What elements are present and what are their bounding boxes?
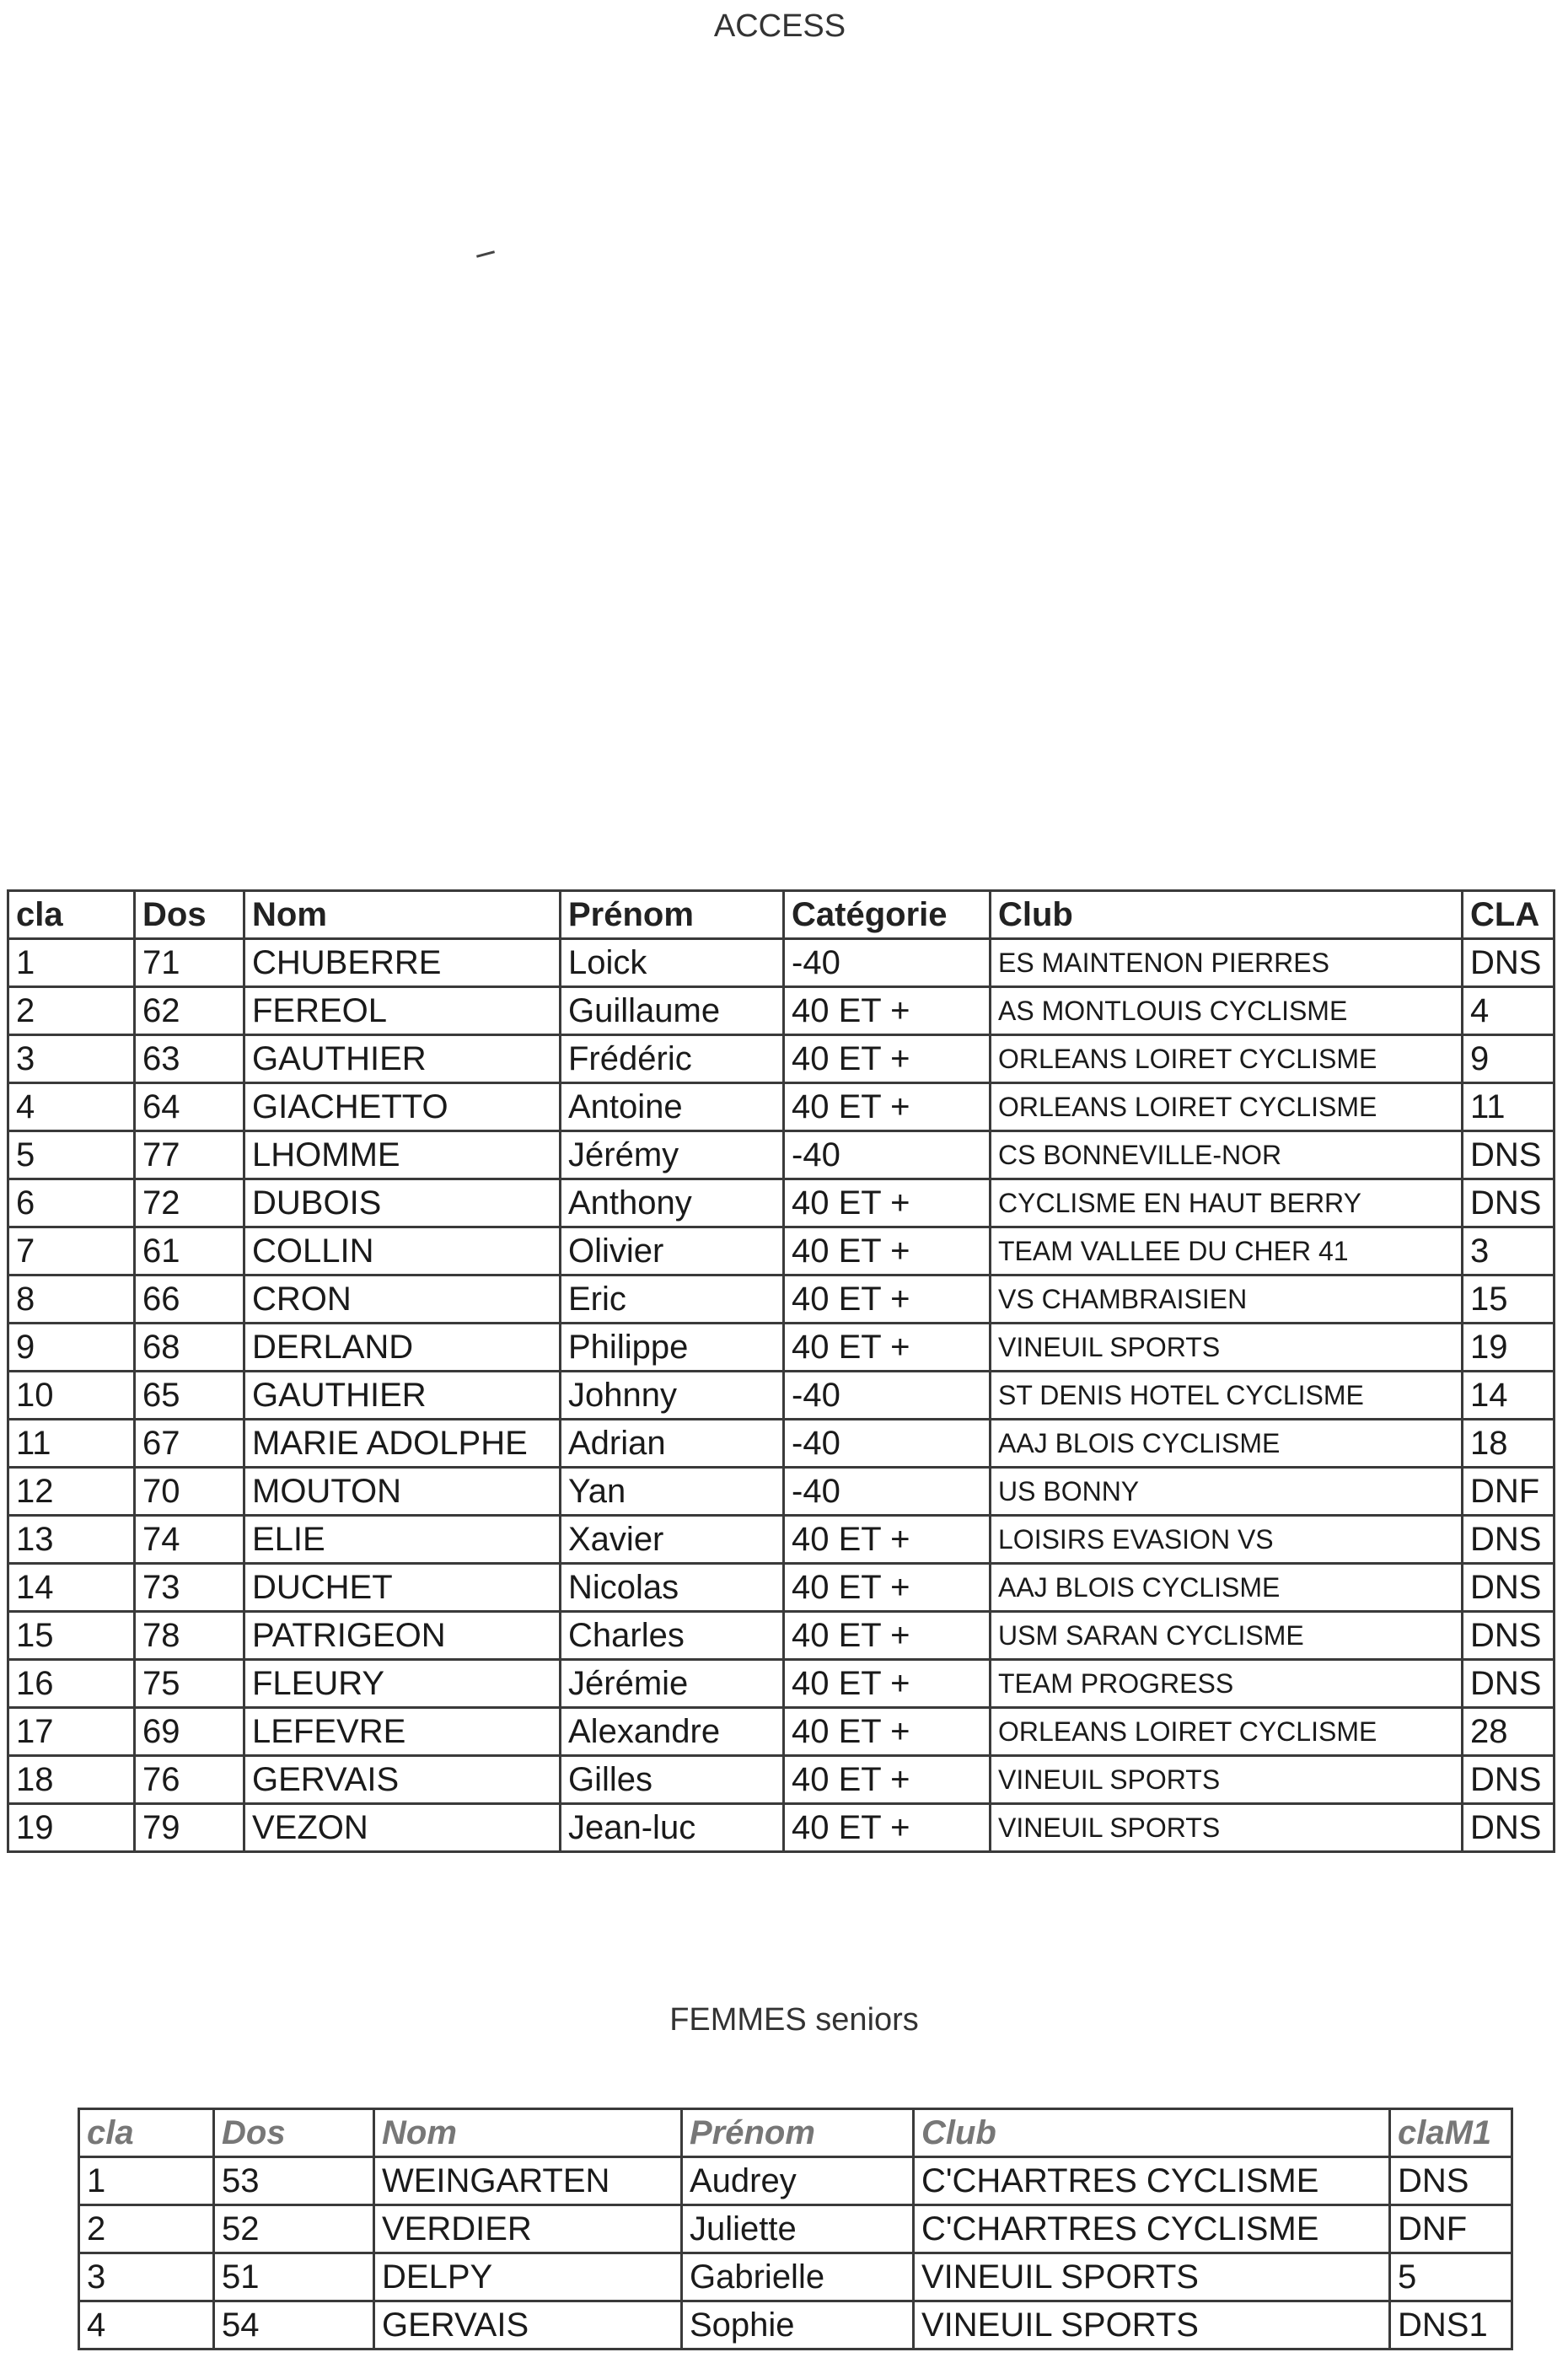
table-cell: Eric (561, 1275, 784, 1324)
column-header: Club (991, 891, 1463, 939)
column-header: Catégorie (784, 891, 991, 939)
table-cell: 6 (8, 1179, 135, 1227)
table-cell: GERVAIS (244, 1756, 561, 1804)
table-cell: GAUTHIER (244, 1372, 561, 1420)
table-cell: WEINGARTEN (374, 2157, 682, 2205)
table-cell: Yan (561, 1468, 784, 1516)
table-cell: LOISIRS EVASION VS (991, 1516, 1463, 1564)
table-cell: Gabrielle (682, 2253, 914, 2301)
table-cell: C'CHARTRES CYCLISME (914, 2205, 1390, 2253)
table-cell: 71 (135, 939, 244, 987)
table-cell: 11 (8, 1420, 135, 1468)
table-cell: VERDIER (374, 2205, 682, 2253)
table-row (8, 1324, 1555, 1372)
table-cell: DNS (1390, 2157, 1512, 2205)
table-cell: 5 (1390, 2253, 1512, 2301)
table-row (79, 2253, 1512, 2301)
table-cell: C'CHARTRES CYCLISME (914, 2157, 1390, 2205)
table-cell: 40 ET + (784, 1035, 991, 1083)
table-cell: Guillaume (561, 987, 784, 1035)
table-cell: VINEUIL SPORTS (991, 1324, 1463, 1372)
table-cell: 5 (8, 1131, 135, 1179)
column-header: Dos (214, 2109, 374, 2157)
table-row (8, 1035, 1555, 1083)
table-cell: CS BONNEVILLE-NOR (991, 1131, 1463, 1179)
table-cell: 14 (1463, 1372, 1555, 1420)
table-row (8, 1420, 1555, 1468)
table-cell: TEAM VALLEE DU CHER 41 (991, 1227, 1463, 1275)
table-cell: Sophie (682, 2301, 914, 2349)
column-header: cla (8, 891, 135, 939)
table-cell: 40 ET + (784, 1179, 991, 1227)
table-cell: 40 ET + (784, 1564, 991, 1612)
table-cell: 79 (135, 1804, 244, 1852)
table-cell: DNS (1463, 1131, 1555, 1179)
column-header: Club (914, 2109, 1390, 2157)
table-cell: Loick (561, 939, 784, 987)
table-cell: 53 (214, 2157, 374, 2205)
table-cell: MARIE ADOLPHE (244, 1420, 561, 1468)
table-cell: 19 (1463, 1324, 1555, 1372)
table-cell: ORLEANS LOIRET CYCLISME (991, 1083, 1463, 1131)
table-row (8, 1131, 1555, 1179)
table-cell: DNS (1463, 1804, 1555, 1852)
table-cell: 9 (1463, 1035, 1555, 1083)
table-row (8, 1083, 1555, 1131)
table-row (8, 1708, 1555, 1756)
table-cell: DNF (1390, 2205, 1512, 2253)
table-cell: CHUBERRE (244, 939, 561, 987)
table-cell: LHOMME (244, 1131, 561, 1179)
table-cell: 40 ET + (784, 1516, 991, 1564)
table-cell: 1 (79, 2157, 214, 2205)
table-cell: DNS (1463, 1564, 1555, 1612)
column-header: cla (79, 2109, 214, 2157)
table-cell: 70 (135, 1468, 244, 1516)
table-cell: 64 (135, 1083, 244, 1131)
table-cell: DUCHET (244, 1564, 561, 1612)
table-cell: -40 (784, 1420, 991, 1468)
table-row (8, 1804, 1555, 1852)
access-table-body (8, 939, 1555, 1852)
table-cell: Juliette (682, 2205, 914, 2253)
table-row (8, 1179, 1555, 1227)
table-cell: 73 (135, 1564, 244, 1612)
table-cell: 9 (8, 1324, 135, 1372)
access-header-row (8, 891, 1555, 939)
table-cell: VS CHAMBRAISIEN (991, 1275, 1463, 1324)
table-row (8, 1372, 1555, 1420)
table-cell: DNS1 (1390, 2301, 1512, 2349)
table-cell: Jérémy (561, 1131, 784, 1179)
table-row (79, 2157, 1512, 2205)
table-cell: 67 (135, 1420, 244, 1468)
table-cell: 13 (8, 1516, 135, 1564)
table-cell: TEAM PROGRESS (991, 1660, 1463, 1708)
table-cell: 40 ET + (784, 1275, 991, 1324)
table-cell: 52 (214, 2205, 374, 2253)
table-cell: 18 (1463, 1420, 1555, 1468)
table-cell: 16 (8, 1660, 135, 1708)
column-header: Nom (374, 2109, 682, 2157)
table-cell: DUBOIS (244, 1179, 561, 1227)
table-cell: Jérémie (561, 1660, 784, 1708)
table-cell: 65 (135, 1372, 244, 1420)
table-cell: Johnny (561, 1372, 784, 1420)
table-cell: PATRIGEON (244, 1612, 561, 1660)
table-cell: DERLAND (244, 1324, 561, 1372)
table-cell: 1 (8, 939, 135, 987)
table-cell: 18 (8, 1756, 135, 1804)
table-cell: 3 (79, 2253, 214, 2301)
table-cell: 11 (1463, 1083, 1555, 1131)
table-row (8, 987, 1555, 1035)
table-cell: 40 ET + (784, 1324, 991, 1372)
table-cell: -40 (784, 1468, 991, 1516)
table-cell: FEREOL (244, 987, 561, 1035)
table-cell: GAUTHIER (244, 1035, 561, 1083)
table-cell: 77 (135, 1131, 244, 1179)
table-cell: 2 (8, 987, 135, 1035)
table-cell: 40 ET + (784, 1612, 991, 1660)
table-cell: 66 (135, 1275, 244, 1324)
table-cell: VINEUIL SPORTS (914, 2253, 1390, 2301)
table-cell: AS MONTLOUIS CYCLISME (991, 987, 1463, 1035)
table-cell: 40 ET + (784, 1756, 991, 1804)
column-header: Nom (244, 891, 561, 939)
table-cell: ST DENIS HOTEL CYCLISME (991, 1372, 1463, 1420)
femmes-table-header (79, 2109, 1512, 2157)
table-cell: 51 (214, 2253, 374, 2301)
table-cell: 76 (135, 1756, 244, 1804)
table-cell: -40 (784, 1372, 991, 1420)
table-cell: Charles (561, 1612, 784, 1660)
table-cell: Alexandre (561, 1708, 784, 1756)
table-cell: Adrian (561, 1420, 784, 1468)
table-row (8, 1612, 1555, 1660)
table-cell: AAJ BLOIS CYCLISME (991, 1564, 1463, 1612)
table-cell: DNS (1463, 939, 1555, 987)
table-cell: 15 (1463, 1275, 1555, 1324)
access-table-header (8, 891, 1555, 939)
table-cell: 7 (8, 1227, 135, 1275)
table-cell: DNS (1463, 1660, 1555, 1708)
table-cell: VINEUIL SPORTS (914, 2301, 1390, 2349)
table-row (8, 1564, 1555, 1612)
table-cell: 12 (8, 1468, 135, 1516)
table-cell: 2 (79, 2205, 214, 2253)
table-cell: ELIE (244, 1516, 561, 1564)
table-cell: ORLEANS LOIRET CYCLISME (991, 1035, 1463, 1083)
column-header: Prénom (682, 2109, 914, 2157)
table-cell: DNF (1463, 1468, 1555, 1516)
table-cell: 15 (8, 1612, 135, 1660)
column-header: Dos (135, 891, 244, 939)
table-cell: 62 (135, 987, 244, 1035)
column-header: Prénom (561, 891, 784, 939)
table-cell: DNS (1463, 1612, 1555, 1660)
table-row (8, 1468, 1555, 1516)
table-cell: Gilles (561, 1756, 784, 1804)
table-cell: DNS (1463, 1516, 1555, 1564)
table-cell: VINEUIL SPORTS (991, 1756, 1463, 1804)
table-cell: Anthony (561, 1179, 784, 1227)
femmes-results-table (78, 2108, 1513, 2350)
table-cell: DNS (1463, 1179, 1555, 1227)
table-cell: -40 (784, 939, 991, 987)
table-cell: GIACHETTO (244, 1083, 561, 1131)
table-cell: VINEUIL SPORTS (991, 1804, 1463, 1852)
femmes-table-body (79, 2157, 1512, 2349)
table-cell: 61 (135, 1227, 244, 1275)
table-cell: US BONNY (991, 1468, 1463, 1516)
femmes-title: FEMMES seniors (669, 2002, 919, 2038)
access-title: ACCESS (713, 8, 846, 44)
table-cell: 4 (8, 1083, 135, 1131)
table-cell: CRON (244, 1275, 561, 1324)
column-header: CLA (1463, 891, 1555, 939)
table-cell: 19 (8, 1804, 135, 1852)
table-cell: 68 (135, 1324, 244, 1372)
table-cell: -40 (784, 1131, 991, 1179)
table-cell: 3 (8, 1035, 135, 1083)
table-cell: ES MAINTENON PIERRES (991, 939, 1463, 987)
table-cell: Philippe (561, 1324, 784, 1372)
table-cell: DELPY (374, 2253, 682, 2301)
table-cell: 54 (214, 2301, 374, 2349)
table-cell: Jean-luc (561, 1804, 784, 1852)
table-cell: 75 (135, 1660, 244, 1708)
table-cell: 72 (135, 1179, 244, 1227)
table-cell: LEFEVRE (244, 1708, 561, 1756)
table-cell: 69 (135, 1708, 244, 1756)
table-cell: USM SARAN CYCLISME (991, 1612, 1463, 1660)
table-cell: 40 ET + (784, 1083, 991, 1131)
table-cell: 28 (1463, 1708, 1555, 1756)
table-cell: FLEURY (244, 1660, 561, 1708)
table-row (79, 2205, 1512, 2253)
table-cell: 40 ET + (784, 1708, 991, 1756)
table-row (8, 1660, 1555, 1708)
table-row (79, 2301, 1512, 2349)
table-row (8, 1227, 1555, 1275)
table-row (8, 1275, 1555, 1324)
table-cell: 8 (8, 1275, 135, 1324)
stray-mark (476, 250, 495, 258)
table-cell: 17 (8, 1708, 135, 1756)
table-cell: GERVAIS (374, 2301, 682, 2349)
table-cell: 3 (1463, 1227, 1555, 1275)
table-cell: VEZON (244, 1804, 561, 1852)
table-cell: 4 (79, 2301, 214, 2349)
table-cell: 40 ET + (784, 987, 991, 1035)
table-cell: Frédéric (561, 1035, 784, 1083)
table-cell: Xavier (561, 1516, 784, 1564)
table-cell: 14 (8, 1564, 135, 1612)
table-cell: 40 ET + (784, 1804, 991, 1852)
table-cell: 63 (135, 1035, 244, 1083)
table-cell: COLLIN (244, 1227, 561, 1275)
table-row (8, 1756, 1555, 1804)
table-row (8, 1516, 1555, 1564)
table-cell: 4 (1463, 987, 1555, 1035)
table-cell: 74 (135, 1516, 244, 1564)
table-cell: CYCLISME EN HAUT BERRY (991, 1179, 1463, 1227)
table-cell: 78 (135, 1612, 244, 1660)
table-cell: 40 ET + (784, 1660, 991, 1708)
table-cell: MOUTON (244, 1468, 561, 1516)
table-cell: AAJ BLOIS CYCLISME (991, 1420, 1463, 1468)
table-cell: DNS (1463, 1756, 1555, 1804)
table-row (8, 939, 1555, 987)
femmes-header-row (79, 2109, 1512, 2157)
table-cell: Olivier (561, 1227, 784, 1275)
table-cell: Antoine (561, 1083, 784, 1131)
table-cell: ORLEANS LOIRET CYCLISME (991, 1708, 1463, 1756)
access-results-table (7, 889, 1555, 1853)
table-cell: 40 ET + (784, 1227, 991, 1275)
table-cell: Audrey (682, 2157, 914, 2205)
column-header: claM1 (1390, 2109, 1512, 2157)
table-cell: Nicolas (561, 1564, 784, 1612)
table-cell: 10 (8, 1372, 135, 1420)
